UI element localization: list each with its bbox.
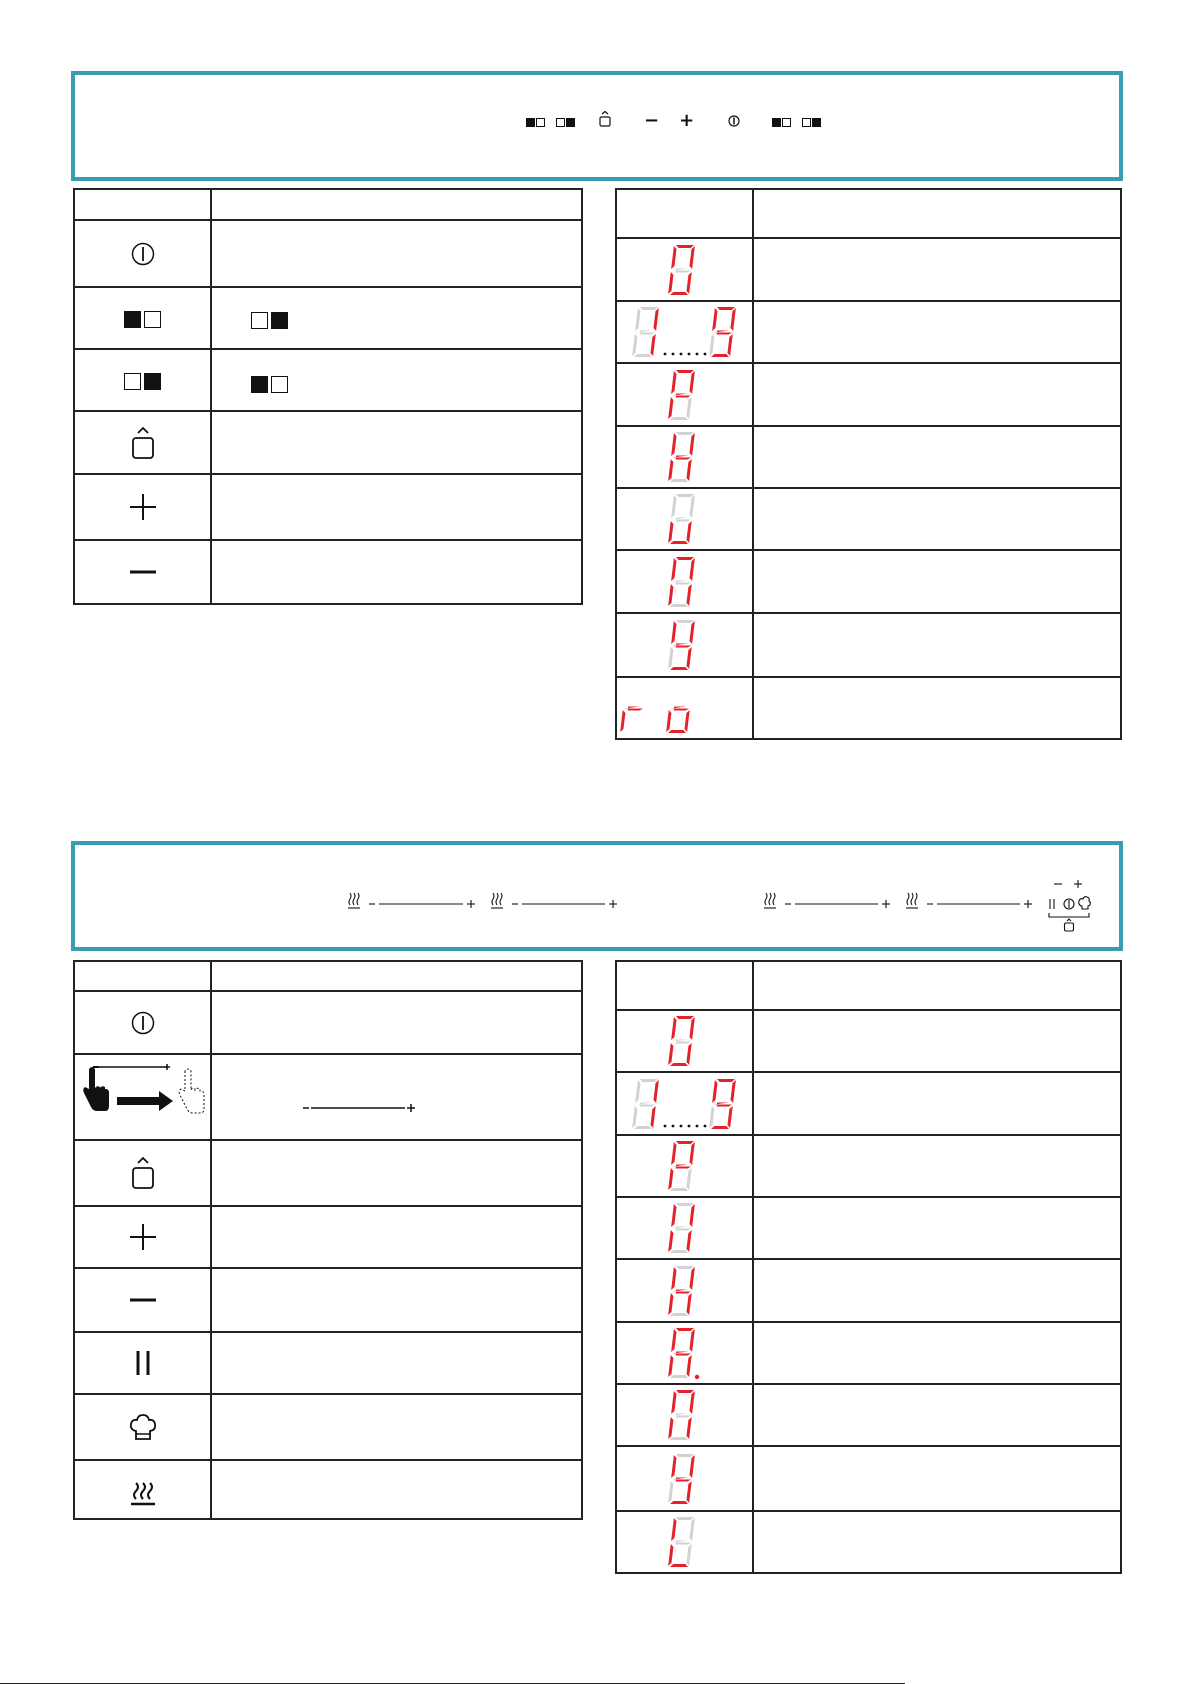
lock-icon	[131, 1156, 155, 1190]
segment-c	[686, 1355, 691, 1377]
slider-gesture-icon	[81, 1059, 205, 1135]
segment-f	[635, 308, 640, 331]
segment-e	[668, 647, 673, 669]
control-panel-2	[71, 841, 1123, 951]
segment-g	[673, 268, 691, 272]
segment-d	[670, 1250, 688, 1253]
bracket	[1049, 913, 1089, 917]
segment-g	[673, 456, 691, 460]
segment-a	[676, 620, 694, 623]
table-row	[617, 237, 1120, 300]
segment-b	[689, 1391, 694, 1414]
seven-segment-display	[617, 1512, 752, 1572]
segment-a	[628, 683, 646, 686]
segment-c	[684, 710, 689, 732]
segment-g	[673, 518, 691, 522]
slider-symbol-icon	[301, 1102, 417, 1114]
segment-a	[676, 1141, 694, 1144]
power-icon	[131, 1011, 155, 1035]
segment-f	[671, 1204, 676, 1227]
table-row	[617, 676, 1120, 738]
segment-c	[727, 334, 732, 356]
segment-b	[653, 1080, 658, 1103]
right-zone-select-icon	[124, 371, 161, 390]
segment-b	[689, 1017, 694, 1040]
segment-g	[637, 331, 655, 335]
segment-f	[671, 495, 676, 518]
table-row	[617, 1321, 1120, 1383]
table-row	[75, 1139, 581, 1205]
table-row	[617, 1134, 1120, 1196]
segment-d	[622, 730, 640, 733]
left-zone-reference-icon	[251, 374, 288, 393]
segment-g	[714, 1102, 732, 1106]
segment-a	[640, 307, 658, 310]
segment-d	[670, 1063, 688, 1066]
plus-icon	[1074, 880, 1082, 888]
segment-a	[717, 307, 735, 310]
seven-segment-display	[617, 1385, 752, 1445]
segment-d	[668, 730, 686, 733]
seven-segment-display	[617, 615, 752, 675]
lock-icon	[1065, 919, 1074, 931]
table-row	[617, 1510, 1120, 1572]
table-row	[617, 487, 1120, 549]
table-row	[617, 1383, 1120, 1445]
segment-g	[673, 1414, 691, 1418]
right-zone-reference-icon	[251, 310, 288, 329]
table-header-row	[617, 190, 1120, 237]
segment-d	[670, 1564, 688, 1567]
segment-b	[689, 246, 694, 269]
range-dot	[672, 353, 675, 356]
seven-segment-display	[617, 1011, 752, 1071]
segment-e	[709, 1106, 714, 1128]
zone-right-select-icon[interactable]	[802, 112, 821, 131]
range-dot	[704, 353, 707, 356]
segment-c	[686, 1230, 691, 1252]
segment-f	[671, 1518, 676, 1541]
table-row	[75, 1459, 581, 1522]
range-dot	[664, 1124, 667, 1127]
table-1-displays	[615, 188, 1122, 740]
zone-right-select-icon[interactable]	[556, 112, 575, 131]
segment-b	[641, 684, 646, 707]
slider-1	[348, 893, 475, 908]
segment-c	[686, 521, 691, 543]
chef-hat-icon	[1079, 897, 1091, 909]
lock-icon[interactable]	[599, 111, 611, 131]
display-letter-u	[617, 489, 752, 549]
segment-c	[686, 272, 691, 294]
table-row	[617, 1009, 1120, 1071]
segment-c	[686, 1168, 691, 1190]
display-letter-p	[617, 1136, 752, 1196]
segment-a	[676, 1390, 694, 1393]
segment-a	[676, 1517, 694, 1520]
seven-segment-display	[617, 1261, 752, 1321]
range-dot	[664, 353, 667, 356]
segment-e	[668, 459, 673, 481]
segment-e	[632, 334, 637, 356]
range-dot	[680, 353, 683, 356]
segment-g	[673, 644, 691, 648]
zone-left-select-icon[interactable]	[526, 112, 545, 131]
segment-b	[689, 371, 694, 394]
display-letter-y	[617, 615, 752, 675]
segment-g	[673, 393, 691, 397]
table-row	[75, 1393, 581, 1459]
segment-a	[676, 1328, 694, 1331]
display-range-1-9	[617, 302, 752, 362]
table-row	[617, 1196, 1120, 1258]
left-zone-select-icon	[124, 309, 161, 328]
segment-c	[686, 584, 691, 606]
segment-c	[686, 647, 691, 669]
right-control-cluster	[1049, 880, 1090, 931]
display-digit-0	[617, 1011, 752, 1071]
segment-d	[670, 1188, 688, 1191]
segment-d	[670, 479, 688, 482]
segment-a	[676, 432, 694, 435]
seven-segment-display	[617, 1449, 752, 1509]
segment-f	[671, 1455, 676, 1478]
segment-g	[637, 1102, 655, 1106]
segment-f	[671, 1267, 676, 1290]
minus-icon[interactable]: −	[644, 110, 660, 131]
segment-g	[673, 1352, 691, 1356]
keep-warm-icon	[128, 1477, 158, 1507]
segment-e	[668, 1043, 673, 1065]
table-1-controls	[73, 188, 583, 605]
segment-g	[625, 707, 643, 711]
segment-e	[668, 1544, 673, 1566]
panel-2-controls	[75, 845, 1119, 947]
seven-segment-display	[617, 365, 752, 425]
segment-a	[676, 1266, 694, 1269]
minus-icon	[130, 569, 156, 575]
table-row	[75, 990, 581, 1053]
segment-b	[689, 1518, 694, 1541]
table-header-row	[617, 962, 1120, 1009]
range-dot	[680, 1124, 683, 1127]
table-row	[75, 1205, 581, 1267]
chef-hat-icon	[128, 1413, 158, 1441]
segment-d	[670, 1375, 688, 1378]
slider-2	[491, 893, 617, 908]
segment-a	[676, 557, 694, 560]
segment-c	[638, 710, 643, 732]
table-2-displays	[615, 960, 1122, 1574]
segment-b	[689, 1267, 694, 1290]
slider-4	[906, 893, 1032, 908]
pause-icon	[134, 1349, 152, 1377]
table-row	[617, 1258, 1120, 1321]
table-2-controls	[73, 960, 583, 1520]
segment-e	[620, 710, 625, 732]
segment-f	[671, 433, 676, 456]
table-row	[617, 549, 1120, 612]
segment-f	[623, 684, 628, 707]
table-row	[617, 425, 1120, 487]
segment-b	[689, 1329, 694, 1352]
table-row	[75, 410, 581, 473]
segment-g	[673, 580, 691, 584]
power-icon	[1064, 899, 1074, 909]
segment-e	[709, 334, 714, 356]
segment-a	[717, 1079, 735, 1082]
segment-b	[689, 433, 694, 456]
table-row	[617, 1445, 1120, 1510]
pause-icon	[1050, 899, 1054, 909]
segment-e	[668, 521, 673, 543]
heat-icon	[491, 893, 503, 908]
zone-left-select-icon[interactable]	[772, 112, 791, 131]
segment-c	[650, 334, 655, 356]
segment-a	[676, 245, 694, 248]
segment-f	[671, 1142, 676, 1165]
table-row	[617, 1071, 1120, 1134]
segment-b	[653, 308, 658, 331]
seven-segment-display	[617, 1074, 752, 1134]
table-row	[617, 300, 1120, 362]
segment-g	[673, 1165, 691, 1169]
table-row	[75, 1053, 581, 1139]
segment-a	[640, 1079, 658, 1082]
segment-g	[673, 1227, 691, 1231]
segment-d	[670, 667, 688, 670]
segment-g	[673, 1289, 691, 1293]
segment-f	[712, 308, 717, 331]
table-row	[75, 539, 581, 603]
segment-f	[671, 621, 676, 644]
segment-f	[671, 558, 676, 581]
segment-a	[674, 683, 692, 686]
range-dot	[688, 353, 691, 356]
segment-g	[671, 707, 689, 711]
segment-a	[676, 1016, 694, 1019]
segment-c	[686, 1293, 691, 1315]
segment-c	[686, 1481, 691, 1503]
segment-f	[671, 1329, 676, 1352]
range-dot	[696, 353, 699, 356]
segment-f	[635, 1080, 640, 1103]
plus-icon[interactable]: +	[679, 110, 695, 131]
seven-segment-display	[617, 489, 752, 549]
segment-d	[670, 292, 688, 295]
segment-b	[689, 495, 694, 518]
heat-icon	[764, 893, 776, 908]
heat-icon	[348, 893, 360, 908]
segment-e	[668, 1168, 673, 1190]
seven-segment-display	[617, 1198, 752, 1258]
segment-b	[730, 1080, 735, 1103]
table-row	[75, 1267, 581, 1331]
table-row	[75, 286, 581, 348]
display-r-o	[617, 678, 752, 738]
range-dot	[704, 1124, 707, 1127]
table-row	[75, 1331, 581, 1393]
segment-e	[632, 1106, 637, 1128]
segment-f	[712, 1080, 717, 1103]
seven-segment-display	[617, 427, 752, 487]
segment-d	[634, 1126, 652, 1129]
power-icon	[131, 242, 155, 266]
segment-b	[689, 1455, 694, 1478]
panel-1-controls	[526, 111, 821, 131]
table-row	[75, 473, 581, 539]
segment-e	[668, 397, 673, 419]
range-dot	[696, 1124, 699, 1127]
segment-f	[671, 246, 676, 269]
segment-a	[676, 1454, 694, 1457]
segment-e	[668, 272, 673, 294]
segment-e	[668, 1417, 673, 1439]
segment-d	[670, 604, 688, 607]
segment-d	[670, 1501, 688, 1504]
segment-d	[634, 354, 652, 357]
segment-a	[676, 370, 694, 373]
segment-b	[689, 1142, 694, 1165]
display-letter-p	[617, 365, 752, 425]
segment-c	[650, 1106, 655, 1128]
segment-f	[669, 684, 674, 707]
segment-f	[671, 1017, 676, 1040]
display-digit-0	[617, 240, 752, 300]
range-dot	[688, 1124, 691, 1127]
segment-d	[711, 354, 729, 357]
seven-segment-display	[617, 1323, 752, 1383]
segment-g	[673, 1541, 691, 1545]
segment-c	[686, 397, 691, 419]
segment-g	[673, 1477, 691, 1481]
segment-c	[727, 1106, 732, 1128]
display-letter-h	[617, 427, 752, 487]
segment-c	[686, 459, 691, 481]
power-icon[interactable]	[728, 112, 740, 131]
display-letter-n	[617, 552, 752, 612]
seven-segment-display	[617, 552, 752, 612]
table-row	[617, 362, 1120, 425]
segment-d	[670, 417, 688, 420]
segment-e	[668, 1293, 673, 1315]
segment-c	[686, 1417, 691, 1439]
display-letter-a-dot	[617, 1323, 752, 1383]
segment-b	[687, 684, 692, 707]
display-letter-y	[617, 1449, 752, 1509]
decimal-point	[695, 1375, 699, 1379]
segment-c	[686, 1544, 691, 1566]
segment-a	[676, 494, 694, 497]
segment-e	[668, 584, 673, 606]
plus-icon	[129, 493, 157, 521]
segment-g	[714, 331, 732, 335]
display-letter-h	[617, 1261, 752, 1321]
table-row	[75, 219, 581, 286]
display-range-1-9	[617, 1074, 752, 1134]
seven-segment-display	[617, 678, 752, 738]
table-row	[617, 612, 1120, 676]
segment-f	[671, 371, 676, 394]
table-header-row	[75, 962, 581, 990]
segment-b	[730, 308, 735, 331]
segment-d	[670, 541, 688, 544]
segment-g	[673, 1040, 691, 1044]
segment-d	[670, 1437, 688, 1440]
heat-icon	[906, 893, 918, 908]
segment-b	[689, 1204, 694, 1227]
plus-icon	[129, 1223, 157, 1251]
segment-e	[668, 1230, 673, 1252]
segment-e	[668, 1481, 673, 1503]
seven-segment-display	[617, 240, 752, 300]
segment-c	[686, 1043, 691, 1065]
control-panel-1	[71, 71, 1123, 181]
minus-icon	[130, 1297, 156, 1303]
segment-b	[689, 621, 694, 644]
range-dot	[672, 1124, 675, 1127]
display-letter-h-lower	[617, 1198, 752, 1258]
segment-b	[689, 558, 694, 581]
table-header-row	[75, 190, 581, 219]
seven-segment-display	[617, 1136, 752, 1196]
table-row	[75, 348, 581, 410]
segment-a	[676, 1203, 694, 1206]
segment-f	[671, 1391, 676, 1414]
display-letter-l	[617, 1512, 752, 1572]
slider-3	[764, 893, 890, 908]
segment-d	[711, 1126, 729, 1129]
display-letter-n	[617, 1385, 752, 1445]
segment-e	[668, 1355, 673, 1377]
seven-segment-display	[617, 302, 752, 362]
segment-e	[666, 710, 671, 732]
segment-d	[670, 1313, 688, 1316]
lock-icon	[131, 426, 155, 460]
